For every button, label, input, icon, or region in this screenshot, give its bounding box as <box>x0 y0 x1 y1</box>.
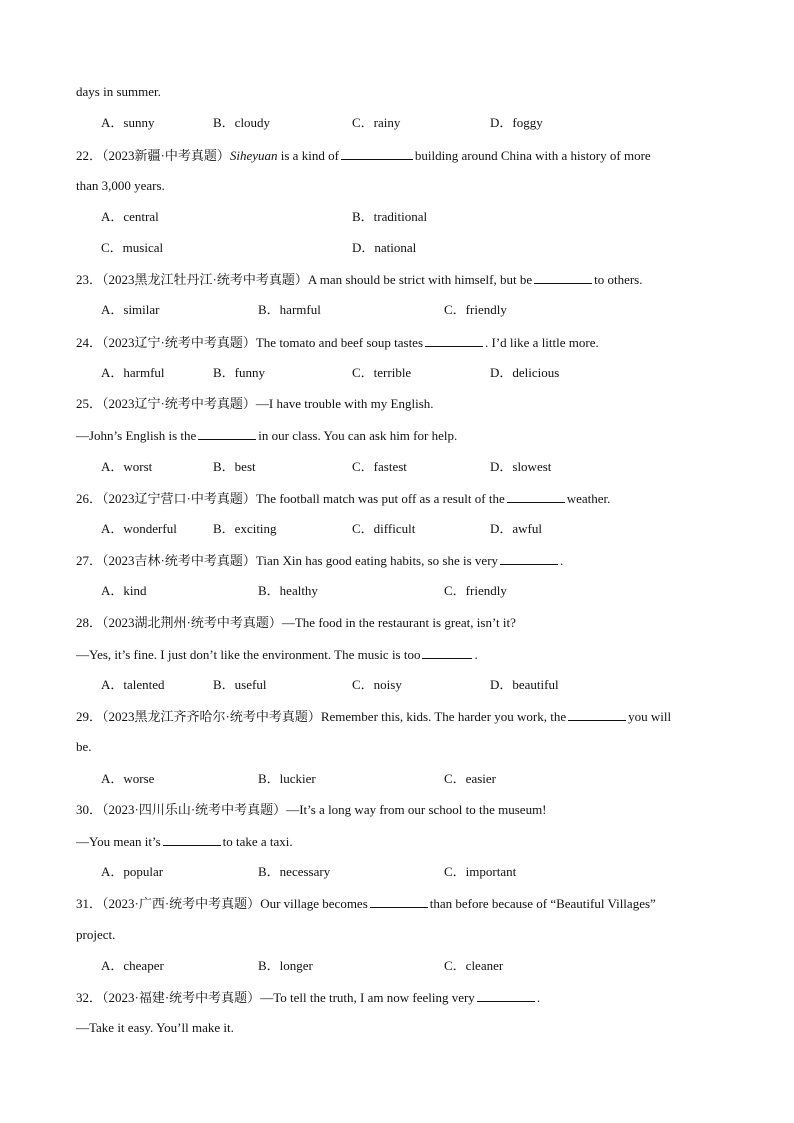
question-text: —John’s English is the <box>76 428 197 443</box>
q29-options <box>0 771 794 787</box>
answer-blank[interactable] <box>534 271 592 284</box>
question-23 <box>76 271 642 288</box>
option-b[interactable]: B．useful <box>213 677 267 692</box>
question-31-cont: project. <box>76 927 116 942</box>
question-source: （2023黑龙江齐齐哈尔·统考中考真题） <box>102 709 321 724</box>
question-number: 22． <box>76 148 103 163</box>
question-24 <box>76 334 599 351</box>
option-b[interactable]: B．healthy <box>258 583 318 598</box>
question-source: （2023黑龙江牡丹江·统考中考真题） <box>102 272 308 287</box>
question-text-after: you will <box>628 709 672 724</box>
q27-options <box>0 583 794 599</box>
answer-blank[interactable] <box>425 334 483 347</box>
option-a[interactable]: A．popular <box>101 864 164 879</box>
question-number: 32． <box>76 990 103 1005</box>
option-c[interactable]: C．friendly <box>444 302 507 317</box>
question-text-after: . I’d like a little more. <box>485 335 599 350</box>
question-32 <box>76 989 540 1006</box>
question-source: （2023新疆·中考真题） <box>102 148 230 163</box>
question-source: （2023辽宁营口·中考真题） <box>102 491 256 506</box>
question-text: —You mean it’s <box>76 834 161 849</box>
option-c[interactable]: C．cleaner <box>444 958 504 973</box>
question-source: （2023辽宁·统考中考真题） <box>102 335 256 350</box>
question-source: （2023吉林·统考中考真题） <box>102 553 256 568</box>
question-number: 24． <box>76 335 103 350</box>
option-c[interactable]: C．easier <box>444 771 496 786</box>
answer-blank[interactable] <box>198 427 256 440</box>
option-d[interactable]: D．national <box>352 240 417 255</box>
option-b[interactable]: B．funny <box>213 365 266 380</box>
answer-blank[interactable] <box>422 646 472 659</box>
q28-options <box>0 677 794 693</box>
question-text: is a kind of <box>277 148 339 163</box>
question-30 <box>76 802 547 818</box>
question-text: Our village becomes <box>260 896 368 911</box>
question-27 <box>76 552 563 569</box>
option-c[interactable]: C．important <box>444 864 517 879</box>
answer-blank[interactable] <box>568 708 626 721</box>
option-b[interactable]: B．necessary <box>258 864 331 879</box>
question-31 <box>76 895 656 912</box>
question-28-line2 <box>76 646 478 663</box>
q31-options <box>0 958 794 974</box>
option-b[interactable]: B．cloudy <box>213 115 271 130</box>
question-text: —I have trouble with my English. <box>255 396 434 411</box>
question-28 <box>76 615 516 631</box>
option-c[interactable]: C．fastest <box>352 459 407 474</box>
question-text-after: . <box>560 553 564 568</box>
question-text-after: in our class. You can ask him for help. <box>258 428 458 443</box>
q22-options-row1 <box>0 209 794 225</box>
option-b[interactable]: B．exciting <box>213 521 277 536</box>
question-25-line2 <box>76 427 457 444</box>
question-number: 26． <box>76 491 103 506</box>
question-32-line2: —Take it easy. You’ll make it. <box>76 1020 234 1035</box>
answer-blank[interactable] <box>163 833 221 846</box>
answer-blank[interactable] <box>477 989 535 1002</box>
option-a[interactable]: A．harmful <box>101 365 165 380</box>
q30-options <box>0 864 794 880</box>
question-source: （2023辽宁·统考中考真题） <box>102 396 256 411</box>
option-a[interactable]: A．cheaper <box>101 958 164 973</box>
option-b[interactable]: B．best <box>213 459 256 474</box>
question-number: 28． <box>76 615 103 630</box>
question-text-after: building around China with a history of more <box>414 148 651 163</box>
q22-options-row2 <box>0 240 794 256</box>
question-text: The tomato and beef soup tastes <box>255 335 424 350</box>
option-a[interactable]: A．talented <box>101 677 165 692</box>
option-b[interactable]: B．harmful <box>258 302 321 317</box>
question-text-after: . <box>536 990 541 1005</box>
question-text-after: weather. <box>566 491 611 506</box>
intro-text: days in summer. <box>76 84 161 99</box>
question-text: Remember this, kids. The harder you work, the <box>320 709 567 724</box>
question-29 <box>76 708 671 725</box>
option-a[interactable]: A．worse <box>101 771 155 786</box>
q24-options <box>0 365 794 381</box>
question-text: The football match was put off as a result of the <box>255 491 505 506</box>
question-text: —To tell the truth, I am now feeling very <box>260 990 475 1005</box>
q21-options <box>0 115 794 131</box>
option-d[interactable]: D．awful <box>490 521 542 536</box>
question-number: 23． <box>76 272 103 287</box>
option-b[interactable]: B．traditional <box>352 209 428 224</box>
answer-blank[interactable] <box>500 552 558 565</box>
question-text: —The food in the restaurant is great, isn’t it? <box>281 615 516 630</box>
question-text-after: to others. <box>594 272 643 287</box>
option-a[interactable]: A．similar <box>101 302 160 317</box>
answer-blank[interactable] <box>370 895 428 908</box>
question-text-after: than before because of “Beautiful Villages” <box>429 896 656 911</box>
option-c[interactable]: C．difficult <box>352 521 416 536</box>
q23-options <box>0 302 794 318</box>
question-text: A man should be strict with himself, but be <box>307 272 533 287</box>
italic-term: Siheyuan <box>229 148 278 163</box>
question-number: 30． <box>76 802 103 817</box>
option-c[interactable]: C．friendly <box>444 583 507 598</box>
option-c[interactable]: C．rainy <box>352 115 401 130</box>
answer-blank[interactable] <box>507 490 565 503</box>
question-25 <box>76 396 434 412</box>
answer-blank[interactable] <box>341 147 413 160</box>
q25-options <box>0 459 794 475</box>
question-26 <box>76 490 610 507</box>
option-d[interactable]: D．foggy <box>490 115 543 130</box>
question-29-cont: be. <box>76 739 92 754</box>
option-a[interactable]: A．wonderful <box>101 521 177 536</box>
question-30-line2 <box>76 833 293 850</box>
question-number: 27． <box>76 553 103 568</box>
option-c[interactable]: C．terrible <box>352 365 412 380</box>
q26-options <box>0 521 794 537</box>
option-d[interactable]: D．delicious <box>490 365 560 380</box>
question-text: —Yes, it’s fine. I just don’t like the environment. The music is too <box>76 647 421 662</box>
question-number: 29． <box>76 709 103 724</box>
question-source: （2023·福建·统考中考真题） <box>102 990 261 1005</box>
option-b[interactable]: B．luckier <box>258 771 316 786</box>
question-22 <box>76 147 651 164</box>
option-d[interactable]: D．slowest <box>490 459 552 474</box>
option-a[interactable]: A．worst <box>101 459 153 474</box>
option-a[interactable]: A．central <box>101 209 159 224</box>
question-text: Tian Xin has good eating habits, so she is very <box>255 553 499 568</box>
option-c[interactable]: C．noisy <box>352 677 402 692</box>
question-text: —It’s a long way from our school to the museum! <box>286 802 547 817</box>
question-text-after: . <box>474 647 478 662</box>
option-d[interactable]: D．beautiful <box>490 677 559 692</box>
question-source: （2023·广西·统考中考真题） <box>102 896 261 911</box>
question-source: （2023湖北荆州·统考中考真题） <box>102 615 282 630</box>
question-number: 31． <box>76 896 103 911</box>
question-text-after: to take a taxi. <box>222 834 293 849</box>
option-b[interactable]: B．longer <box>258 958 313 973</box>
option-c[interactable]: C．musical <box>101 240 164 255</box>
question-source: （2023·四川乐山·统考中考真题） <box>102 802 287 817</box>
option-a[interactable]: A．sunny <box>101 115 155 130</box>
question-22-cont: than 3,000 years. <box>76 178 165 193</box>
option-a[interactable]: A．kind <box>101 583 147 598</box>
question-number: 25． <box>76 396 103 411</box>
